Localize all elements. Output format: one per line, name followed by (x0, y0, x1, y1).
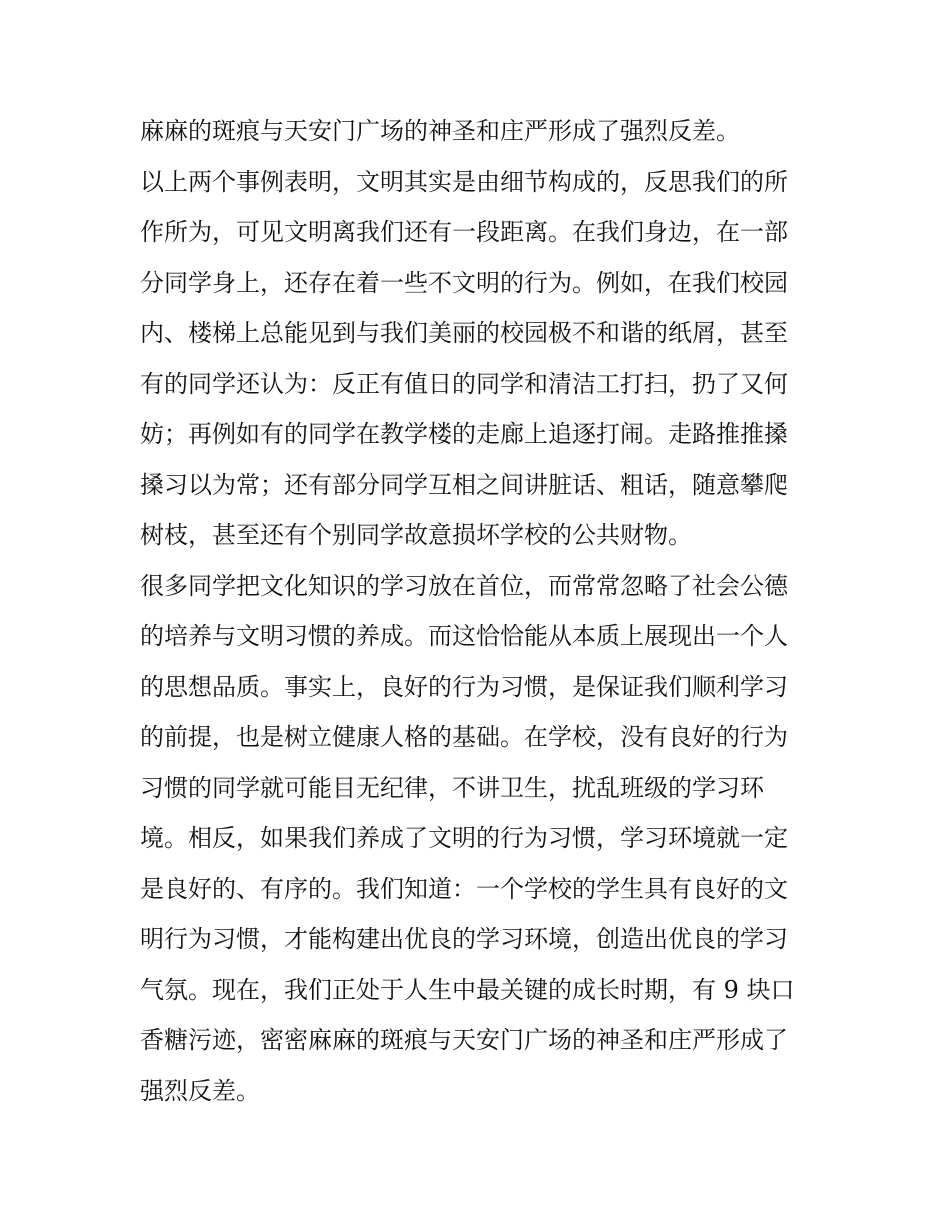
text-line: 作所为，可见文明离我们还有一段距离。在我们身边，在一部 (140, 218, 788, 246)
text-line: 习惯的同学就可能目无纪律，不讲卫生，扰乱班级的学习环 (140, 773, 764, 802)
text-line: 的培养与文明习惯的养成。而这恰恰能从本质上展现出一个人 (140, 622, 788, 650)
text-line: 境。相反，如果我们养成了文明的行为习惯，学习环境就一定 (140, 824, 788, 852)
text-line: 妨；再例如有的同学在教学楼的走廊上追逐打闹。走路推推搡 (140, 420, 788, 448)
text-line: 的前提，也是树立健康人格的基础。在学校，没有良好的行为 (140, 723, 788, 751)
text-line: 有的同学还认为：反正有值日的同学和清洁工打扫，扔了又何 (140, 369, 788, 398)
text-line: 气氛。现在，我们正处于人生中最关键的成长时期，有 9 块口 (140, 975, 795, 1004)
text-line: 强烈反差。 (140, 1076, 260, 1105)
text-line: 香糖污迹，密密麻麻的斑痕与天安门广场的神圣和庄严形成了 (140, 1026, 788, 1054)
text-line: 以上两个事例表明，文明其实是由细节构成的，反思我们的所 (140, 167, 788, 196)
text-line: 搡习以为常；还有部分同学互相之间讲脏话、粗话，随意攀爬 (140, 470, 788, 499)
text-line: 分同学身上，还存在着一些不文明的行为。例如，在我们校园 (140, 268, 788, 297)
text-line: 麻麻的斑痕与天安门广场的神圣和庄严形成了强烈反差。 (140, 117, 740, 145)
text-line: 内、楼梯上总能见到与我们美丽的校园极不和谐的纸屑，甚至 (140, 319, 788, 347)
text-line: 树枝，甚至还有个别同学故意损坏学校的公共财物。 (140, 521, 692, 549)
text-line: 的思想品质。事实上，良好的行为习惯，是保证我们顺利学习 (140, 672, 788, 701)
text-line: 明行为习惯，才能构建出优良的学习环境，创造出优良的学习 (140, 925, 788, 953)
text-line: 是良好的、有序的。我们知道：一个学校的学生具有良好的文 (140, 874, 788, 903)
body-text (140, 106, 820, 1116)
text-line: 很多同学把文化知识的学习放在首位，而常常忽略了社会公德 (140, 571, 788, 600)
